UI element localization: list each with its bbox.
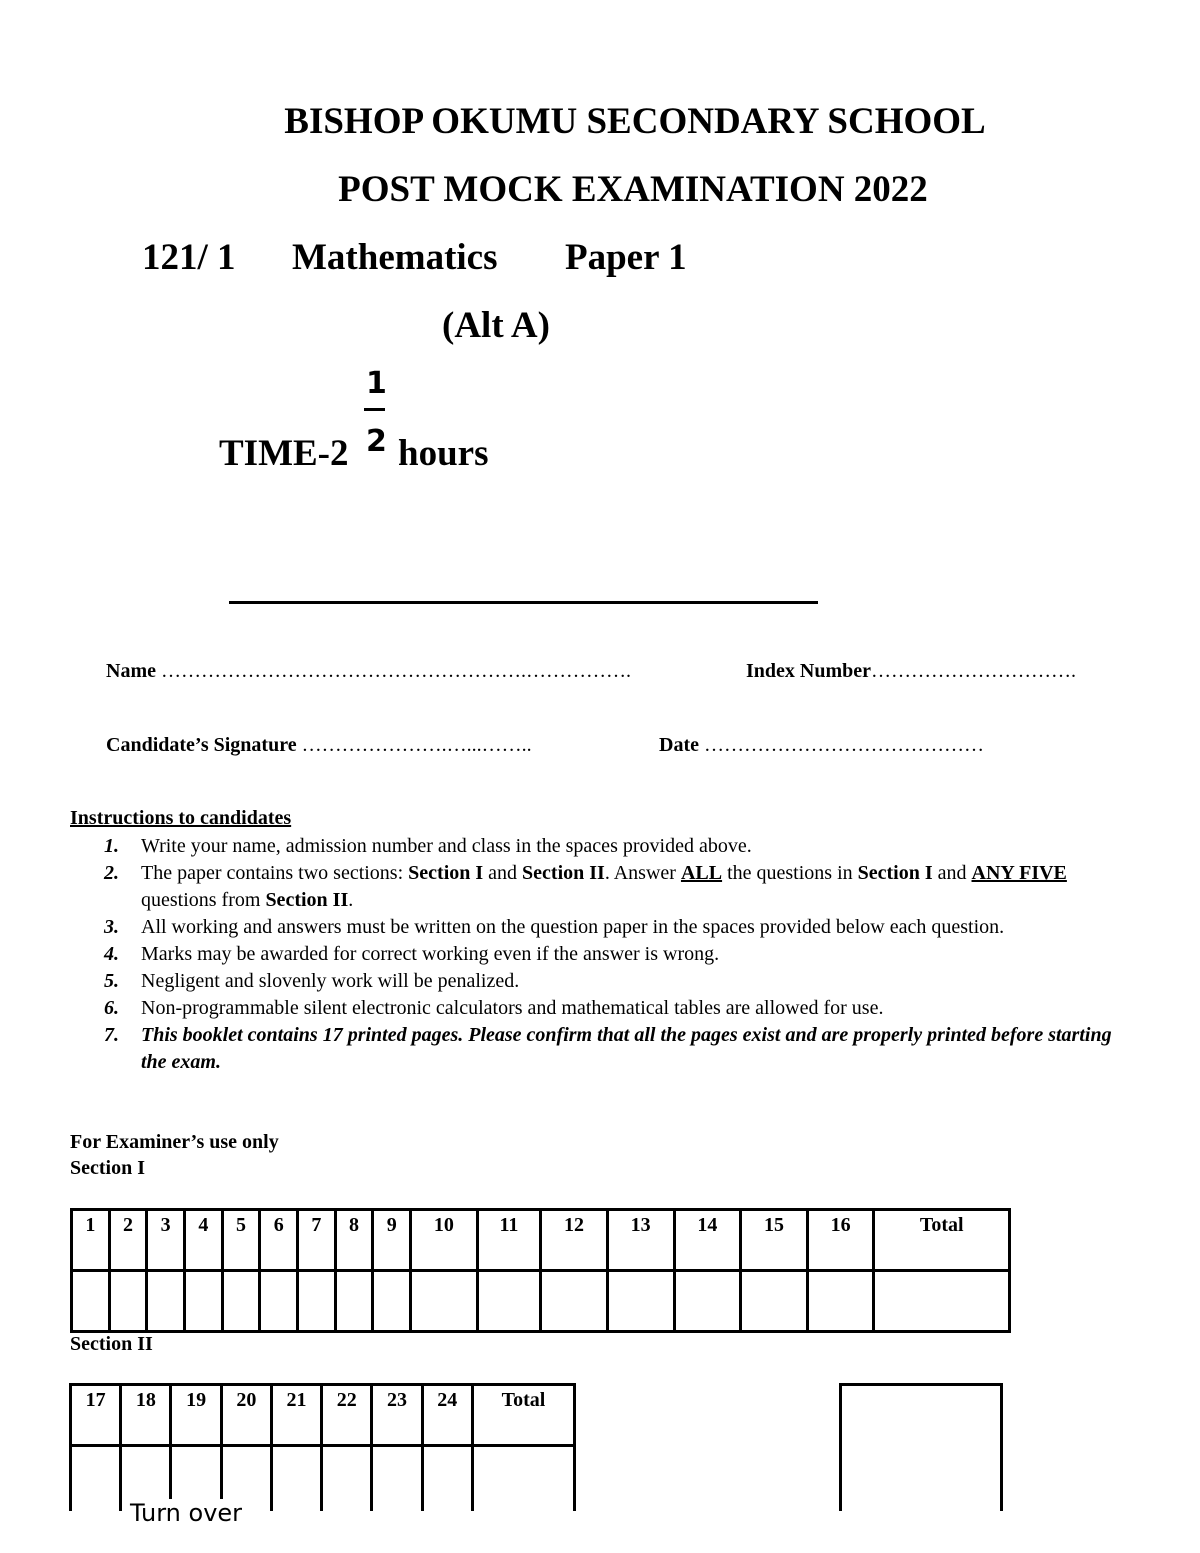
score-header-label: 13 — [630, 1214, 651, 1236]
grand-total-box[interactable] — [839, 1383, 1003, 1511]
score-header-cell — [372, 1385, 422, 1446]
score-header-label: 6 — [273, 1214, 284, 1236]
score-header-label: 10 — [433, 1214, 454, 1236]
score-header-cell — [741, 1210, 808, 1271]
score-entry-cell[interactable] — [472, 1446, 574, 1512]
instruction-item — [104, 914, 1134, 941]
score-entry-cell[interactable] — [674, 1271, 741, 1332]
date-dots: …………………………………… — [698, 734, 984, 756]
instructions-title: Instructions to candidates — [70, 807, 292, 829]
instruction-item — [104, 995, 1134, 1022]
score-header-label: 18 — [135, 1389, 156, 1411]
score-entry-cell[interactable] — [335, 1271, 373, 1332]
score-header-row — [72, 1210, 1010, 1271]
instruction-number: 1. — [104, 835, 119, 857]
score-header-cell — [260, 1210, 298, 1271]
instruction-text: Marks may be awarded for correct working even if the answer is wrong. — [141, 943, 720, 965]
score-header-label: 12 — [564, 1214, 585, 1236]
score-header-cell — [322, 1385, 372, 1446]
paper-number: Paper 1 — [565, 237, 687, 278]
score-header-cell — [541, 1210, 608, 1271]
alt-version: (Alt A) — [442, 305, 550, 346]
instruction-text: and — [932, 862, 972, 884]
turn-over-note: Turn over — [126, 1499, 246, 1527]
exam-title: POST MOCK EXAMINATION 2022 — [338, 169, 928, 210]
score-header-label: 15 — [763, 1214, 784, 1236]
score-header-label: 8 — [349, 1214, 360, 1236]
name-label: Name — [106, 660, 156, 682]
score-header-label: 19 — [186, 1389, 207, 1411]
instruction-number: 4. — [104, 943, 119, 965]
section-1-ref: Section I — [408, 862, 484, 884]
score-header-label: 22 — [336, 1389, 357, 1411]
section-2-ref: Section II — [522, 862, 605, 884]
instruction-item — [104, 968, 1134, 995]
score-header-cell — [373, 1210, 411, 1271]
score-header-label: 21 — [286, 1389, 307, 1411]
school-name: BISHOP OKUMU SECONDARY SCHOOL — [284, 101, 986, 142]
score-header-cell — [71, 1385, 121, 1446]
signature-label: Candidate’s Signature — [106, 734, 297, 756]
score-header-cell — [335, 1210, 373, 1271]
section-1-score-table — [70, 1208, 1011, 1333]
name-field[interactable] — [106, 660, 631, 683]
time-fraction-denominator: 2 — [366, 424, 387, 459]
score-header-label: 5 — [236, 1214, 247, 1236]
score-entry-cell[interactable] — [411, 1271, 478, 1332]
score-header-label: Total — [919, 1214, 964, 1236]
instruction-item — [104, 941, 1134, 968]
instruction-text: All working and answers must be written on the question paper in the spaces provided below each question. — [141, 916, 1005, 938]
score-entry-cell[interactable] — [372, 1446, 422, 1512]
instruction-text: . Answer — [604, 862, 681, 884]
signature-dots: ………………….…...…….. — [296, 734, 532, 756]
instruction-text: and — [483, 862, 523, 884]
signature-field[interactable] — [106, 734, 532, 757]
index-number-field[interactable] — [746, 660, 1076, 683]
score-header-cell — [121, 1385, 171, 1446]
score-entry-cell[interactable] — [71, 1446, 121, 1512]
instruction-text: . — [348, 889, 354, 911]
score-entry-cell[interactable] — [373, 1271, 411, 1332]
score-header-label: 2 — [123, 1214, 133, 1236]
score-header-label: 16 — [830, 1214, 851, 1236]
any-five-emphasis: ANY FIVE — [971, 862, 1067, 884]
time-unit: hours — [398, 433, 489, 474]
instruction-text: Negligent and slovenly work will be penalized. — [141, 970, 520, 992]
score-entry-cell[interactable] — [807, 1271, 874, 1332]
subject: Mathematics — [292, 237, 498, 278]
instruction-number: 5. — [104, 970, 119, 992]
score-header-label: 9 — [386, 1214, 397, 1236]
score-header-cell — [298, 1210, 336, 1271]
score-header-cell — [271, 1385, 321, 1446]
section-1-ref: Section I — [857, 862, 933, 884]
score-header-label: 20 — [236, 1389, 257, 1411]
index-label: Index Number — [746, 660, 872, 682]
score-header-cell — [171, 1385, 221, 1446]
time-fraction-numerator: 1 — [366, 366, 387, 401]
instruction-item — [104, 833, 1134, 860]
time-fraction-bar — [364, 408, 385, 411]
instruction-number: 2. — [104, 862, 119, 884]
score-entry-cell[interactable] — [607, 1271, 674, 1332]
score-entry-cell[interactable] — [874, 1271, 1010, 1332]
instruction-text: This booklet contains 17 printed pages. Please confirm that all the pages exist and are properly printed before starting the exam. — [141, 1024, 1112, 1073]
score-header-row — [71, 1385, 575, 1446]
score-header-label: 1 — [85, 1214, 96, 1236]
instruction-text: Write your name, admission number and class in the spaces provided above. — [141, 835, 752, 857]
section-2-label: Section II — [70, 1333, 153, 1355]
score-entry-cell[interactable] — [477, 1271, 540, 1332]
score-header-label: 17 — [85, 1389, 106, 1411]
score-header-cell — [472, 1385, 574, 1446]
section-1-label: Section I — [70, 1157, 145, 1179]
score-header-label: Total — [501, 1389, 546, 1411]
score-header-cell — [185, 1210, 223, 1271]
score-entry-cell[interactable] — [185, 1271, 223, 1332]
score-header-cell — [674, 1210, 741, 1271]
instructions-list — [104, 833, 1134, 1076]
score-entry-cell[interactable] — [541, 1271, 608, 1332]
score-header-cell — [874, 1210, 1010, 1271]
score-header-cell — [607, 1210, 674, 1271]
instruction-text: questions from — [141, 889, 266, 911]
instruction-number: 6. — [104, 997, 119, 1019]
score-header-cell — [807, 1210, 874, 1271]
score-header-cell — [477, 1210, 540, 1271]
score-header-label: 11 — [499, 1214, 519, 1236]
score-header-cell — [422, 1385, 472, 1446]
date-label: Date — [659, 734, 699, 756]
score-header-cell — [221, 1385, 271, 1446]
instruction-number: 7. — [104, 1024, 119, 1046]
examiner-heading: For Examiner’s use only — [70, 1131, 279, 1153]
instruction-item — [104, 860, 1134, 914]
score-header-label: 7 — [311, 1214, 322, 1236]
score-entry-cell[interactable] — [422, 1446, 472, 1512]
score-header-cell — [109, 1210, 147, 1271]
date-field[interactable] — [659, 734, 984, 757]
index-dots: …………………………. — [871, 660, 1077, 682]
instruction-text: Non-programmable silent electronic calculators and mathematical tables are allowed for use. — [141, 997, 884, 1019]
score-entry-cell[interactable] — [147, 1271, 185, 1332]
section-2-score-table — [69, 1383, 576, 1511]
paper-code: 121/ 1 — [142, 237, 236, 278]
score-entry-cell[interactable] — [260, 1271, 298, 1332]
score-header-cell — [72, 1210, 110, 1271]
score-header-label: 4 — [198, 1214, 209, 1236]
score-entry-cell[interactable] — [72, 1271, 110, 1332]
all-emphasis: ALL — [680, 862, 723, 884]
score-header-label: 24 — [437, 1389, 458, 1411]
score-entry-cell[interactable] — [109, 1271, 147, 1332]
score-header-label: 14 — [697, 1214, 718, 1236]
score-header-label: 3 — [160, 1214, 171, 1236]
instruction-text: The paper contains two sections: — [141, 862, 409, 884]
instruction-item — [104, 1022, 1134, 1076]
instruction-text: the questions in — [722, 862, 858, 884]
score-entry-cell[interactable] — [322, 1446, 372, 1512]
score-header-cell — [411, 1210, 478, 1271]
section-2-ref: Section II — [265, 889, 349, 911]
score-header-cell — [222, 1210, 260, 1271]
score-entry-cell[interactable] — [741, 1271, 808, 1332]
time-label: TIME-2 — [219, 433, 349, 474]
score-header-cell — [147, 1210, 185, 1271]
score-entry-row — [72, 1271, 1010, 1332]
name-dots: ……………………………………………….……………. — [155, 660, 631, 682]
score-header-label: 23 — [387, 1389, 408, 1411]
score-entry-cell[interactable] — [298, 1271, 336, 1332]
divider-line — [229, 601, 818, 604]
score-entry-cell[interactable] — [222, 1271, 260, 1332]
instruction-number: 3. — [104, 916, 119, 938]
score-entry-cell[interactable] — [271, 1446, 321, 1512]
